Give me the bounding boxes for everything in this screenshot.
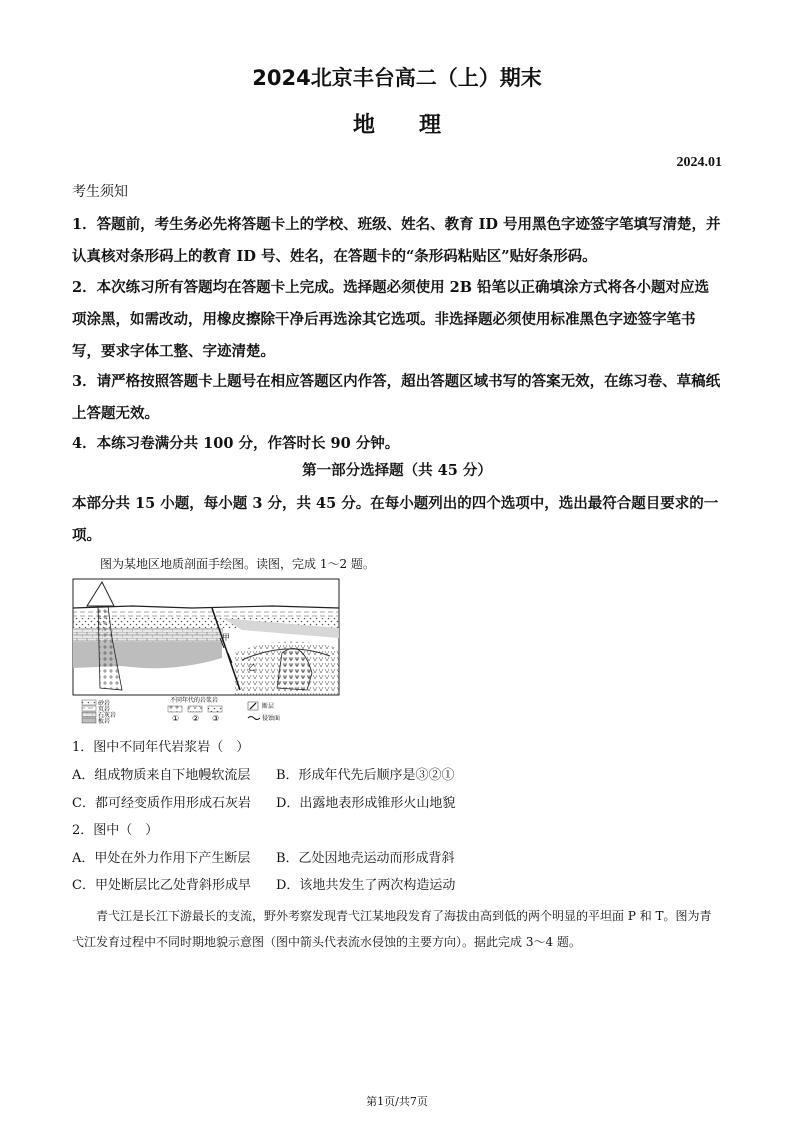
question-1-stem: 1．图中不同年代岩浆岩（ ） [72, 740, 250, 755]
legend-magma-2: ② [192, 714, 200, 723]
label-jia: 甲 [222, 633, 230, 642]
legend-fault: 断层 [262, 703, 275, 710]
geologic-section-figure [72, 578, 340, 734]
question-2-option-b: B．乙处因地壳运动而形成背斜 [276, 851, 455, 866]
notice-item-1: 1．答题前，考生务必先将答题卡上的学校、班级、姓名、教育 ID 号用黑色字迹签字笔填写清楚，并认真核对条形码上的教育 ID 号、姓名，在答题卡的“条形码粘贴区”贴好条形码。 [72, 216, 721, 265]
legend-rock-2: 页岩 [98, 706, 111, 713]
legend-rock-1: 砂岩 [98, 700, 111, 707]
question-1-option-d: D．出露地表形成锥形火山地貌 [276, 796, 456, 811]
legend-unconformity: 侵蚀面 [262, 715, 281, 722]
legend-magma-1: ① [172, 714, 180, 723]
question-1-option-b: B．形成年代先后顺序是③②① [276, 768, 455, 783]
legend-rock-3: 石灰岩 [98, 712, 117, 719]
notice-heading: 考生须知 [72, 184, 128, 200]
passage-3-4: 青弋江是长江下游最长的支流，野外考察发现青弋江某地段发育了海拔由高到低的两个明显的平坦面 P 和 T。图为青弋江发育过程中不同时期地貌示意图（图中箭头代表流水侵蚀的主要方向）。据此完成 3～4 题。 [72, 909, 712, 949]
label-yi: 乙 [248, 663, 256, 672]
exam-date: 2024.01 [676, 155, 722, 170]
notice-item-2: 2．本次练习所有答题均在答题卡上完成。选择题必须使用 2B 铅笔以正确填涂方式将各小题对应选项涂黑，如需改动，用橡皮擦除干净后再选涂其它选项。非选择题必须使用标准黑色字迹签字笔书写，要求字体工整、字迹清楚。 [72, 279, 710, 360]
question-2-option-a: A．甲处在外力作用下产生断层 [72, 851, 251, 866]
question-2-stem: 2．图中（ ） [72, 823, 159, 838]
figure-intro: 图为某地区地质剖面手绘图。读图，完成 1～2 题。 [100, 557, 375, 571]
section-title: 第一部分选择题（共 45 分） [302, 462, 492, 479]
legend-magma-title: 不同年代的岩浆岩 [170, 697, 219, 704]
question-2-option-c: C．甲处断层比乙处背斜形成早 [72, 878, 251, 893]
section-instruction: 本部分共 15 小题，每小题 3 分，共 45 分。在每小题列出的四个选项中，选出最符合题目要求的一项。 [72, 495, 719, 544]
notice-item-3: 3．请严格按照答题卡上题号在相应答题区内作答，超出答题区域书写的答案无效，在练习卷、草稿纸上答题无效。 [72, 373, 721, 422]
question-2-option-d: D．该地共发生了两次构造运动 [276, 878, 456, 893]
question-1-option-c: C．都可经变质作用形成石灰岩 [72, 796, 251, 811]
notice-item-4: 4．本练习卷满分共 100 分，作答时长 90 分钟。 [72, 435, 400, 452]
legend-rock-4: 板岩 [98, 718, 111, 725]
question-1-option-a: A．组成物质来自下地幔软流层 [72, 768, 251, 783]
page-footer: 第1页/共7页 [366, 1095, 428, 1108]
subject-title: 地理 [352, 113, 485, 138]
exam-title: 2024北京丰台高二（上）期末 [252, 66, 542, 90]
legend-magma-3: ③ [212, 714, 220, 723]
